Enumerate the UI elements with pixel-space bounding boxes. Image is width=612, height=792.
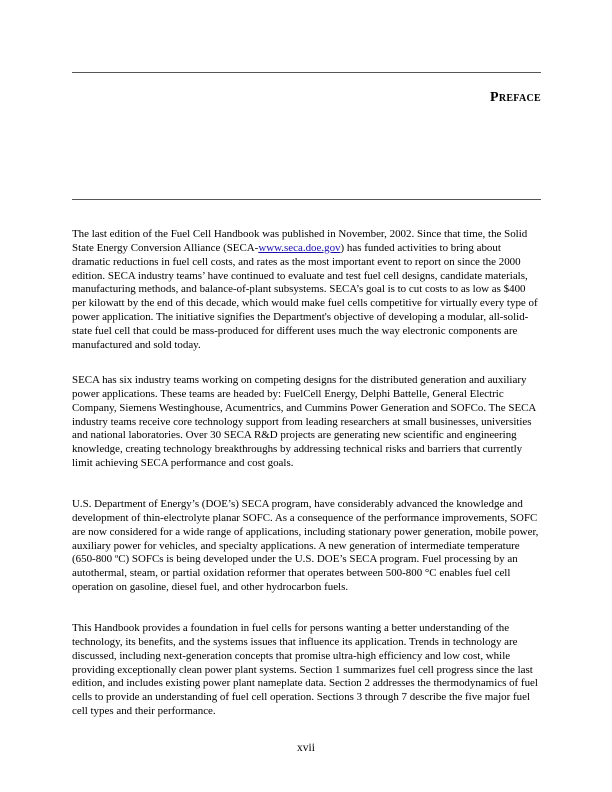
- paragraph-1-text-end: ) has funded activities to bring about dramatic reductions in fuel cell costs, and rates as the most important event to report on since the 2000 edition. SECA industry teams’ have continued to evaluate and test fuel cell designs, candidate materials, manufacturing methods, and balance-of-plant subsystems. SECA’s goal is to cut costs to as low as $400 per kilowatt by the end of this decade, which would make fuel cells competitive for virtually every type of power application. The initiative signifies the Department's objective of developing a modular, all-solid-state fuel cell that could be mass-produced for different uses much the way electronic components are manufactured and sold today.: [72, 241, 538, 351]
- page-number: xvii: [297, 742, 315, 754]
- paragraph-4: [72, 622, 541, 719]
- top-divider: [72, 72, 541, 73]
- paragraph-3-text: U.S. Department of Energy’s (DOE’s) SECA program, have considerably advanced the knowledge and development of thin-electrolyte planar SOFC. As a consequence of the performance improvements, SOFC are now considered for a wide range of applications, including stationary power generation, mobile power, auxiliary power for vehicles, and specialty applications. A new generation of intermediate temperature (650-800 ºC) SOFCs is being developed under the U.S. DOE’s SECA program. Fuel processing by an autothermal, steam, or partial oxidation reformer that operates between 500-800 °C enables fuel cell operation on gasoline, diesel fuel, and other hydrocarbon fuels.: [72, 498, 539, 594]
- bottom-divider: [72, 199, 541, 200]
- paragraph-1-text-start: The last edition of the Fuel Cell Handbook was published in November, 2002. Since that time, the Solid State Energy Conversion Alliance (SECA-: [72, 228, 528, 254]
- paragraph-4-text: This Handbook provides a foundation in fuel cells for persons wanting a better understanding of the technology, its benefits, and the systems issues that influence its application. Trends in technology are discussed, including next-generation concepts that promise ultra-high efficiency and low cost, while providing exceptionally clean power plant systems. Section 1 summarizes fuel cell progress since the last edition, and includes existing power plant nameplate data. Section 2 addresses the thermodynamics of fuel cells to provide an understanding of fuel cell operation. Sections 3 through 7 describe the five major fuel cell types and their performance.: [72, 622, 538, 718]
- page-title: Preface: [489, 90, 541, 105]
- paragraph-2: [72, 374, 541, 471]
- paragraph-2-text: SECA has six industry teams working on competing designs for the distributed generation and auxiliary power applications. These teams are headed by: FuelCell Energy, Delphi Battelle, General Electric Company, Siemens Westinghouse, Acumentrics, and Cummins Power Generation and SOFCo. The SECA industry teams receive core technology support from leading researchers at small businesses, universities and national laboratories. Over 30 SECA R&D projects are generating new scientific and engineering knowledge, creating technology breakthroughs by addressing technical risks and barriers that currently limit achieving SECA performance and cost goals.: [72, 374, 536, 470]
- paragraph-3: [72, 498, 541, 595]
- paragraph-1: [72, 228, 541, 353]
- seca-website-link[interactable]: www.seca.doe.gov: [258, 241, 341, 254]
